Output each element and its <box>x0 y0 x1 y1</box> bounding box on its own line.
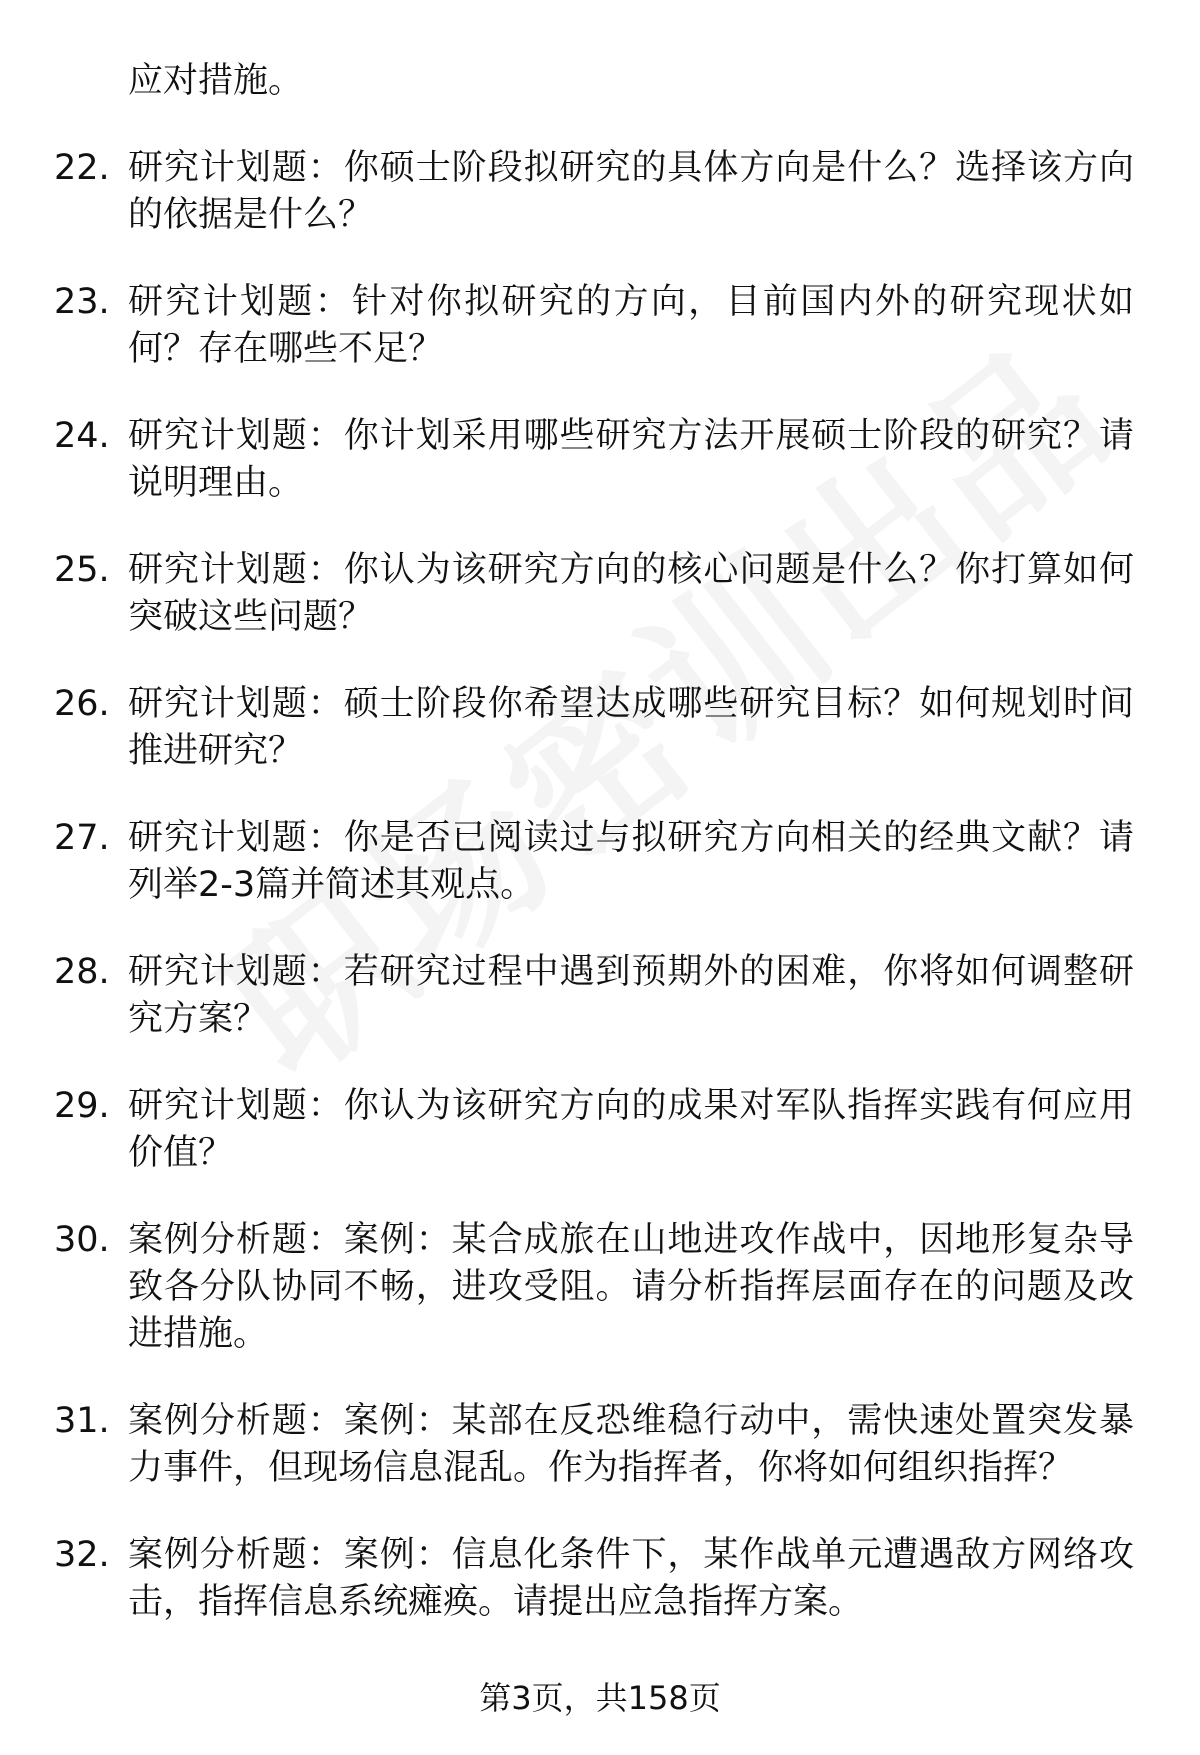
question-text: 研究计划题：若研究过程中遇到预期外的困难，你将如何调整研究方案？ <box>128 952 1134 1039</box>
question-text: 研究计划题：你硕士阶段拟研究的具体方向是什么？选择该方向的依据是什么？ <box>128 148 1134 235</box>
question-number: 31. <box>54 1401 110 1441</box>
question-item <box>54 1083 1134 1177</box>
question-text: 案例分析题：案例：某合成旅在山地进攻作战中，因地形复杂导致各分队协同不畅，进攻受阻。请分析指挥层面存在的问题及改进措施。 <box>128 1220 1134 1354</box>
question-item <box>54 1217 1134 1358</box>
question-item <box>54 547 1134 641</box>
question-item <box>54 413 1134 507</box>
question-text: 研究计划题：你是否已阅读过与拟研究方向相关的经典文献？请列举2-3篇并简述其观点。 <box>128 818 1134 905</box>
question-number: 24. <box>54 416 110 456</box>
question-number: 25. <box>54 550 110 590</box>
question-text: 研究计划题：你认为该研究方向的成果对军队指挥实践有何应用价值？ <box>128 1086 1134 1173</box>
page-content <box>54 58 1134 1666</box>
question-item <box>54 1532 1134 1626</box>
question-number: 22. <box>54 148 110 188</box>
question-text: 案例分析题：案例：某部在反恐维稳行动中，需快速处置突发暴力事件，但现场信息混乱。作为指挥者，你将如何组织指挥？ <box>128 1401 1134 1488</box>
question-item <box>54 949 1134 1043</box>
question-number: 27. <box>54 818 110 858</box>
question-item <box>54 1398 1134 1492</box>
question-number: 23. <box>54 282 110 322</box>
question-number: 26. <box>54 684 110 724</box>
question-number: 29. <box>54 1086 110 1126</box>
question-item <box>54 279 1134 373</box>
question-number: 30. <box>54 1220 110 1260</box>
continuation-text: 应对措施。 <box>128 61 304 101</box>
question-text: 研究计划题：你认为该研究方向的核心问题是什么？你打算如何突破这些问题？ <box>128 550 1134 637</box>
question-number: 32. <box>54 1535 110 1575</box>
question-text: 案例分析题：案例：信息化条件下，某作战单元遭遇敌方网络攻击，指挥信息系统瘫痪。请提出应急指挥方案。 <box>128 1535 1134 1622</box>
page-footer: 第3页，共158页 <box>479 1679 721 1717</box>
question-item <box>54 145 1134 239</box>
question-item <box>54 815 1134 909</box>
question-text: 研究计划题：你计划采用哪些研究方法开展硕士阶段的研究？请说明理由。 <box>128 416 1134 503</box>
question-text: 研究计划题：针对你拟研究的方向，目前国内外的研究现状如何？存在哪些不足？ <box>128 282 1134 369</box>
question-number: 28. <box>54 952 110 992</box>
question-item <box>54 681 1134 775</box>
question-text: 研究计划题：硕士阶段你希望达成哪些研究目标？如何规划时间推进研究？ <box>128 684 1134 771</box>
